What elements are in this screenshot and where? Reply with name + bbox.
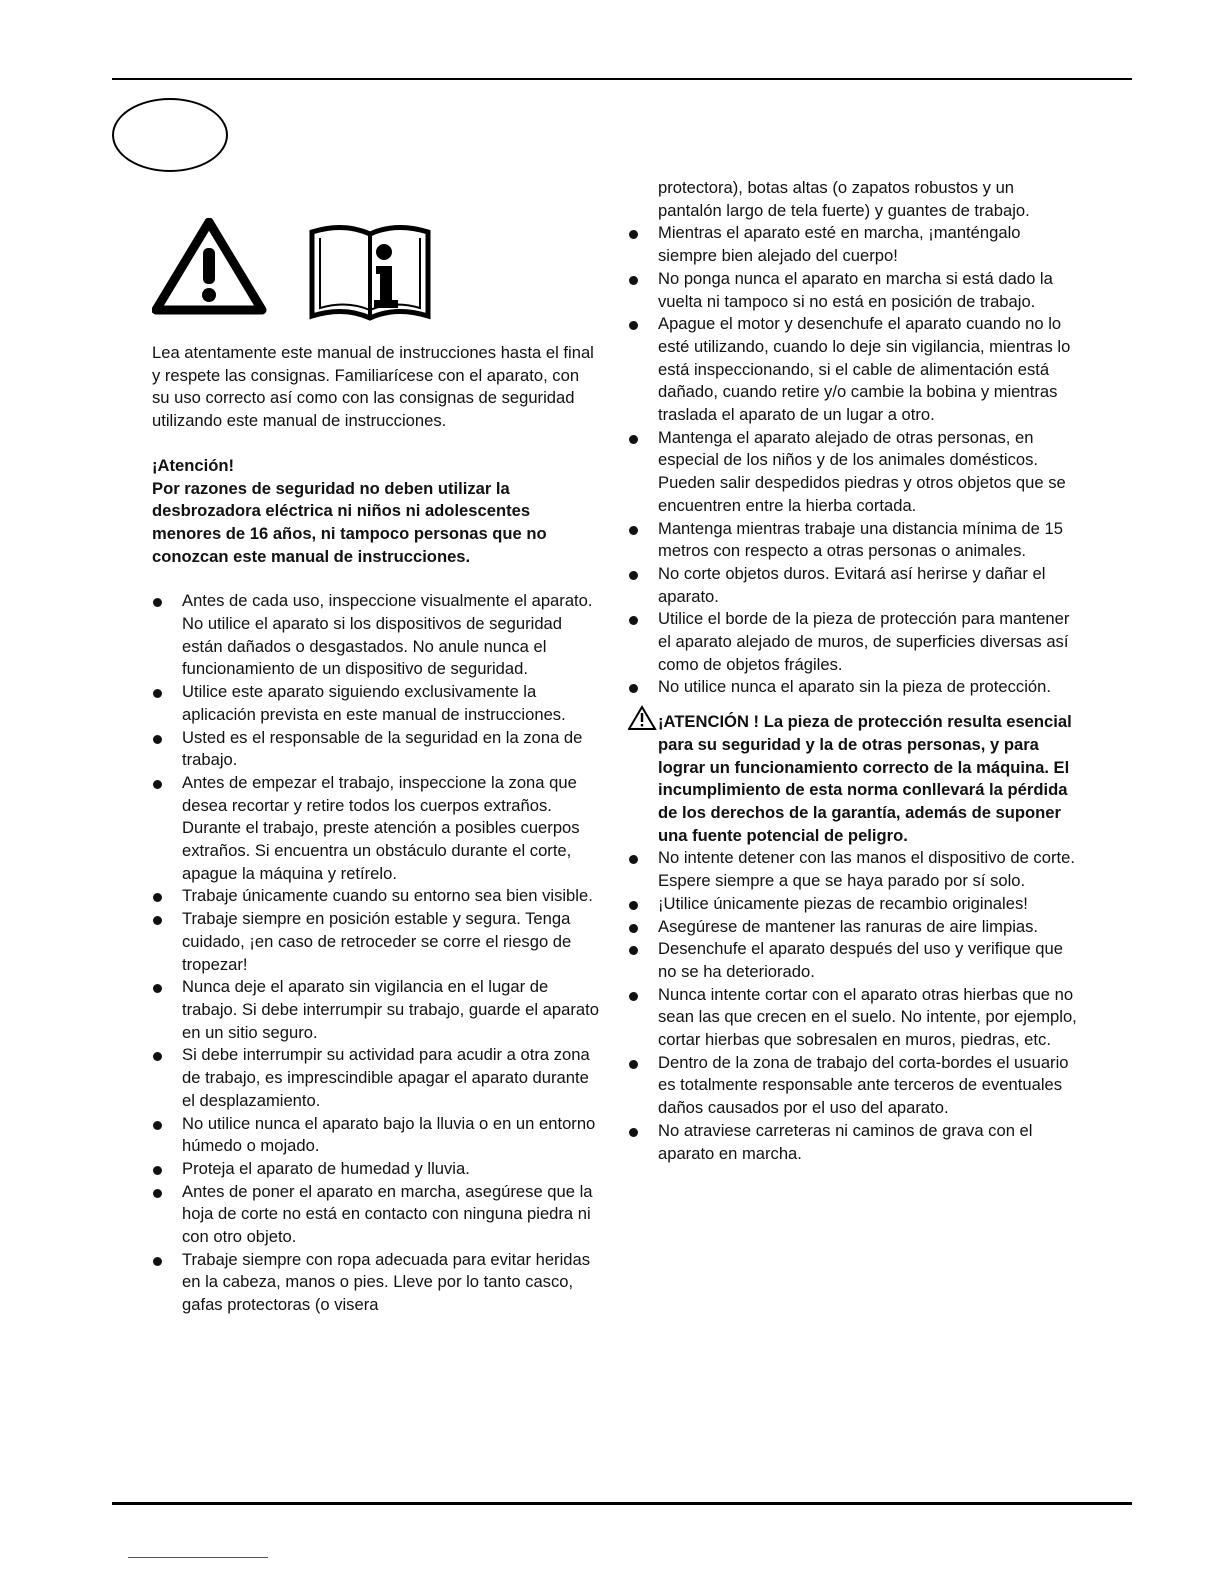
protection-warning [628,711,1080,847]
safety-list-right-a [628,222,1080,699]
warning-triangle-icon [156,222,262,310]
list-item: Antes de empezar el trabajo, inspeccione la zona que desea recortar y retire todos los cuerpos extraños. Durante el trabajo, preste atención a posibles cuerpos extraños. Si encuentra un obstáculo durante el corte, apague la máquina y retírelo. [152,772,600,886]
list-item: Apague el motor y desenchufe el aparato cuando no lo esté utilizando, cuando lo deje sin vigilancia, mientras lo está inspeccionando, si el cable de alimentación está dañado, cuando retire y/o cambie la bobina y mientras traslada el aparato de un lugar a otro. [628,313,1080,427]
list-item: Trabaje siempre en posición estable y segura. Tenga cuidado, ¡en caso de retroceder se corre el riesgo de tropezar! [152,908,600,976]
list-item: Usted es el responsable de la seguridad en la zona de trabajo. [152,727,600,772]
list-item: Nunca deje el aparato sin vigilancia en el lugar de trabajo. Si debe interrumpir su trabajo, guarde el aparato en un sitio seguro. [152,976,600,1044]
attention-title: ¡Atención! [152,455,235,475]
list-item: No utilice nunca el aparato sin la pieza de protección. [628,676,1080,699]
footer-link-underline[interactable] [128,1557,268,1558]
header-rule [112,78,1132,80]
list-item: Asegúrese de mantener las ranuras de aire limpias. [628,916,1080,939]
list-item: Antes de poner el aparato en marcha, asegúrese que la hoja de corte no está en contacto con ninguna piedra ni con otro objeto. [152,1181,600,1249]
list-item: No utilice nunca el aparato bajo la lluvia o en un entorno húmedo o mojado. [152,1113,600,1158]
left-column [152,342,600,1317]
list-item: Trabaje siempre con ropa adecuada para evitar heridas en la cabeza, manos o pies. Lleve por lo tanto casco, gafas protectoras (o visera [152,1249,600,1317]
read-manual-icon [312,227,428,318]
warning-icon [628,705,658,731]
list-item: Utilice el borde de la pieza de protección para mantener el aparato alejado de muros, de superficies diversas así como de objetos frágiles. [628,608,1080,676]
list-item: Desenchufe el aparato después del uso y verifique que no se ha deteriorado. [628,938,1080,983]
list-item: Trabaje únicamente cuando su entorno sea bien visible. [152,885,600,908]
list-item: No atraviese carreteras ni caminos de grava con el aparato en marcha. [628,1120,1080,1165]
language-badge-oval [112,98,228,172]
list-item: Proteja el aparato de humedad y lluvia. [152,1158,600,1181]
list-item: Mientras el aparato esté en marcha, ¡manténgalo siempre bien alejado del cuerpo! [628,222,1080,267]
protection-warning-text: ¡ATENCIÓN ! La pieza de protección resulta esencial para su seguridad y la de otras personas, y para lograr un funcionamiento correcto de la máquina. El incumplimiento de esta norma conllevará la pérdida de los derechos de la garantía, además de suponer una fuente potencial de peligro. [658,712,1072,845]
list-item: No intente detener con las manos el dispositivo de corte. Espere siempre a que se haya parado por sí solo. [628,847,1080,892]
list-item: Si debe interrumpir su actividad para acudir a otra zona de trabajo, es imprescindible apagar el aparato durante el desplazamiento. [152,1044,600,1112]
list-item: Utilice este aparato siguiendo exclusivamente la aplicación prevista en este manual de instrucciones. [152,681,600,726]
list-item: Mantenga mientras trabaje una distancia mínima de 15 metros con respecto a otras personas o animales. [628,518,1080,563]
right-column [628,177,1080,1165]
intro-paragraph: Lea atentamente este manual de instrucciones hasta el final y respete las consignas. Familiarícese con el aparato, con su uso correcto así como con las consignas de seguridad utilizando este manual de instrucciones. [152,343,594,431]
list-item: Nunca intente cortar con el aparato otras hierbas que no sean las que crecen en el suelo. No intente, por ejemplo, cortar hierbas que sobresalen en muros, piedras, etc. [628,984,1080,1052]
list-item: ¡Utilice únicamente piezas de recambio originales! [628,893,1080,916]
safety-icons [152,218,442,328]
safety-list-left [152,590,600,1317]
list-item: No corte objetos duros. Evitará así herirse y dañar el aparato. [628,563,1080,608]
safety-list-right-b [628,847,1080,1165]
list-item: No ponga nunca el aparato en marcha si está dado la vuelta ni tampoco si no está en posición de trabajo. [628,268,1080,313]
footer-rule [112,1502,1132,1505]
list-item: Antes de cada uso, inspeccione visualmente el aparato. No utilice el aparato si los dispositivos de seguridad están dañados o desgastados. No anule nunca el funcionamiento de un dispositivo de seguridad. [152,590,600,681]
continued-paragraph: protectora), botas altas (o zapatos robustos y un pantalón largo de tela fuerte) y guantes de trabajo. [658,178,1030,220]
list-item: Mantenga el aparato alejado de otras personas, en especial de los niños y de los animales domésticos. Pueden salir despedidos piedras y otros objetos que se encuentren entre la hierba cortada. [628,427,1080,518]
attention-text: Por razones de seguridad no deben utilizar la desbrozadora eléctrica ni niños ni adolescentes menores de 16 años, ni tampoco personas que no conozcan este manual de instrucciones. [152,478,547,566]
list-item: Dentro de la zona de trabajo del corta-bordes el usuario es totalmente responsable ante terceros de eventuales daños causados por el uso del aparato. [628,1052,1080,1120]
